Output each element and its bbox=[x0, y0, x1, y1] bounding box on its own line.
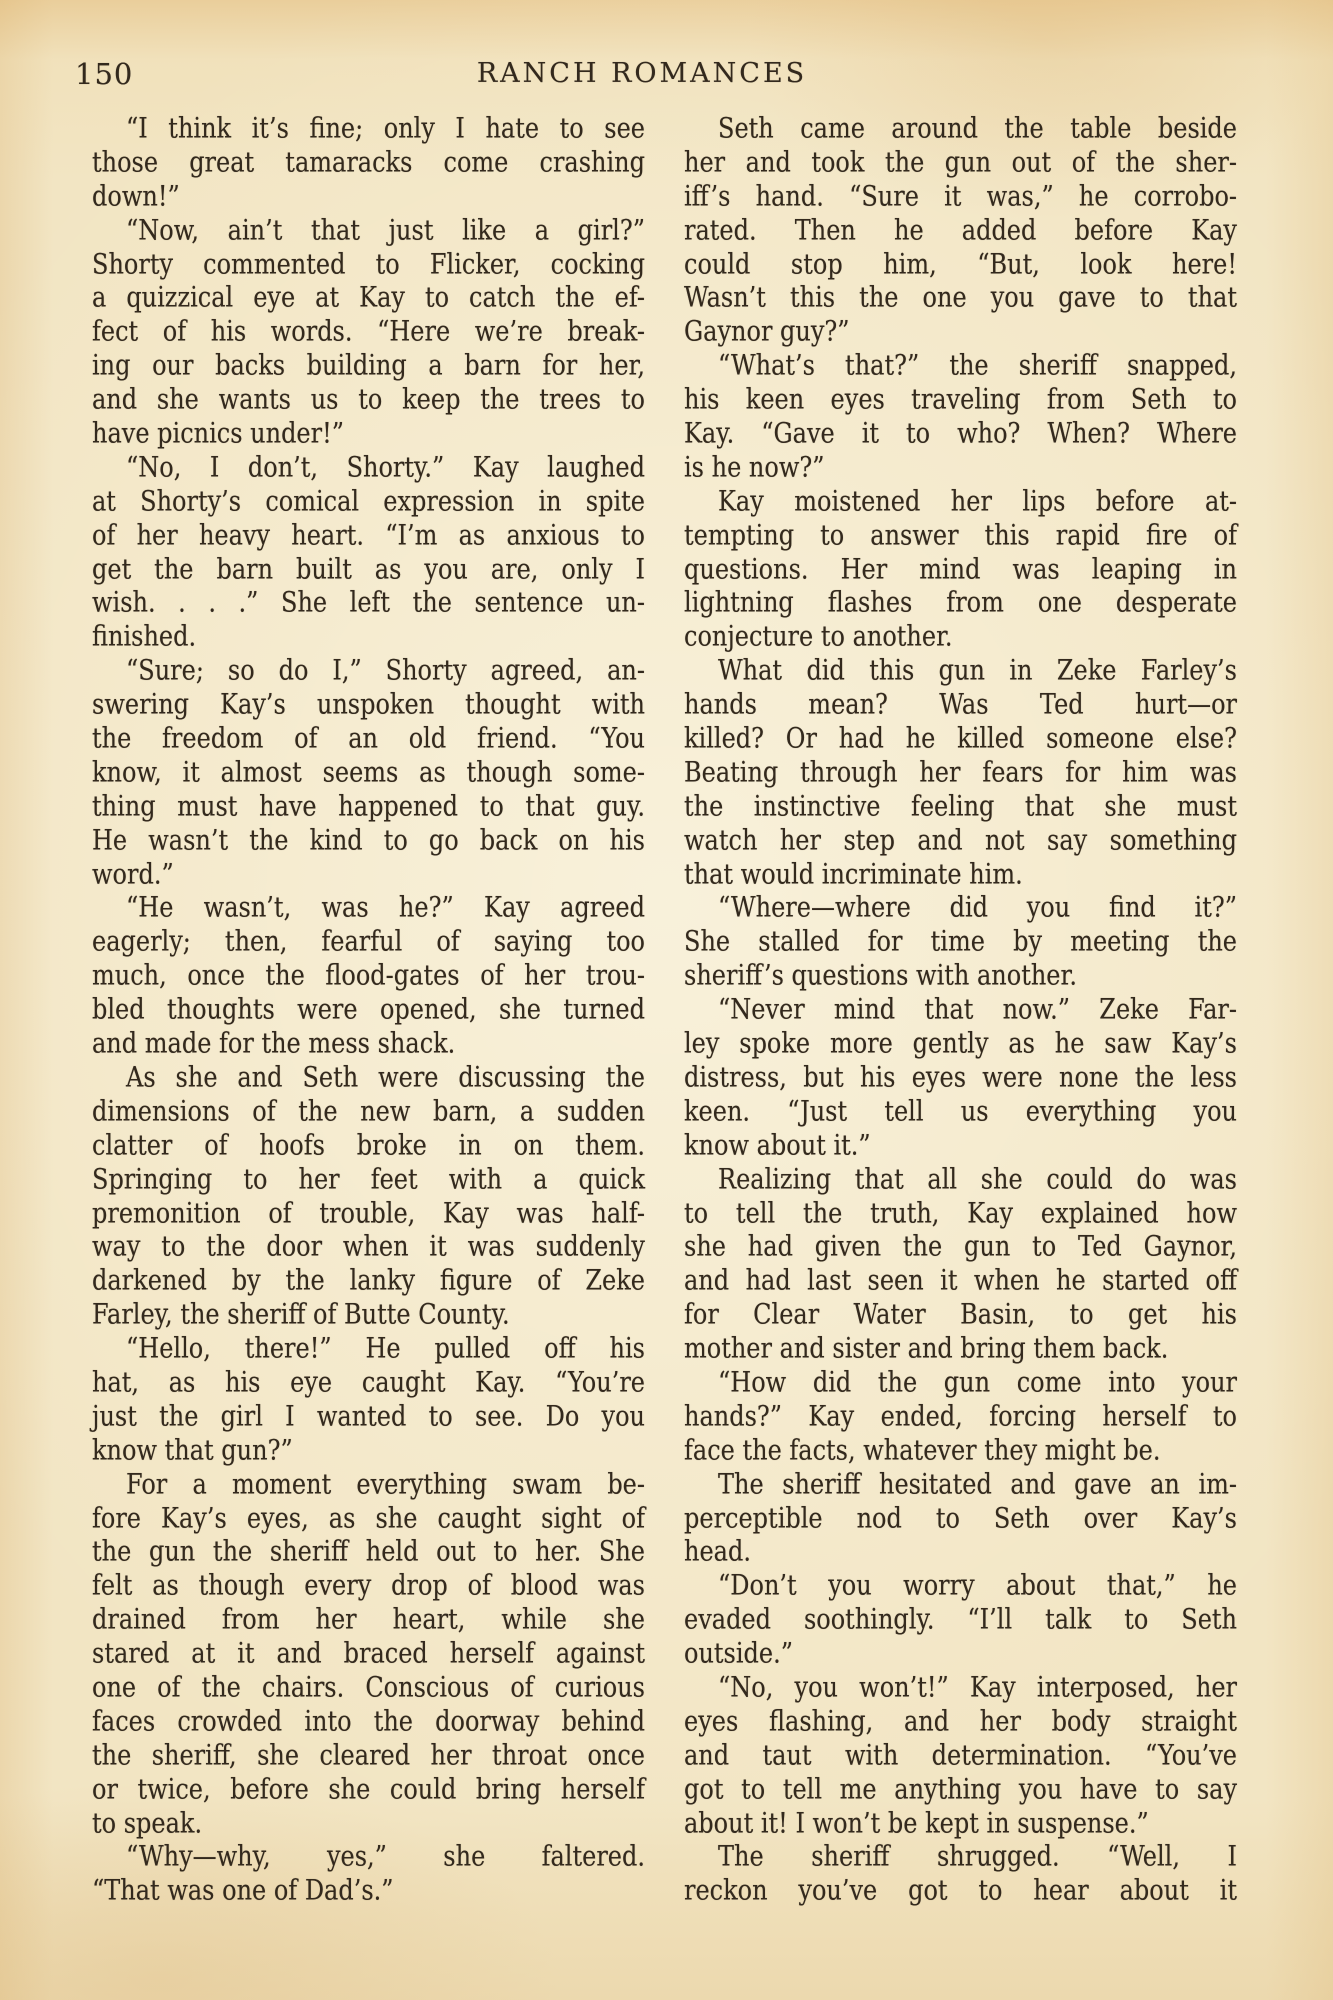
text-line: perceptible nod to Seth over Kay’s bbox=[684, 1501, 1237, 1535]
text-line: “Never mind that now.” Zeke Far- bbox=[718, 992, 1237, 1026]
text-line: As she and Seth were discussing the bbox=[126, 1060, 645, 1094]
text-line: down!” bbox=[92, 179, 180, 213]
text-line: “How did the gun come into your bbox=[718, 1365, 1237, 1399]
text-line: Gaynor guy?” bbox=[684, 315, 850, 349]
text-line: much, once the flood-gates of her trou- bbox=[92, 958, 645, 993]
text-line: get the barn built as you are, only I bbox=[92, 552, 645, 586]
text-line: know, it almost seems as though some- bbox=[92, 755, 645, 789]
text-line: to speak. bbox=[92, 1806, 203, 1840]
text-line: know that gun?” bbox=[92, 1433, 293, 1467]
text-line: watch her step and not say something bbox=[684, 823, 1237, 857]
text-line: Wasn’t this the one you gave to that bbox=[684, 281, 1237, 315]
text-line: bled thoughts were opened, she turned bbox=[92, 992, 645, 1026]
text-line: sheriff’s questions with another. bbox=[684, 958, 1077, 993]
text-line: Seth came around the table beside bbox=[718, 111, 1237, 145]
text-line: ley spoke more gently as he saw Kay’s bbox=[684, 1026, 1237, 1060]
left-text-column bbox=[92, 113, 645, 1909]
text-line: thing must have happened to that guy. bbox=[92, 789, 645, 823]
text-line: He wasn’t the kind to go back on his bbox=[92, 823, 645, 857]
text-line: She stalled for time by meeting the bbox=[684, 925, 1237, 959]
text-line: lightning flashes from one desperate bbox=[684, 586, 1237, 620]
text-line: tempting to answer this rapid fire of bbox=[684, 518, 1237, 552]
text-line: his keen eyes traveling from Seth to bbox=[684, 382, 1237, 416]
text-line: or twice, before she could bring herself bbox=[92, 1772, 645, 1806]
text-line: about it! I won’t be kept in suspense.” bbox=[684, 1806, 1149, 1840]
text-line: outside.” bbox=[684, 1636, 794, 1670]
text-line: evaded soothingly. “I’ll talk to Seth bbox=[684, 1602, 1237, 1636]
text-line: just the girl I wanted to see. Do you bbox=[92, 1399, 645, 1433]
text-line: at Shorty’s comical expression in spite bbox=[92, 484, 645, 518]
text-line: faces crowded into the doorway behind bbox=[92, 1704, 645, 1738]
text-line: of her heavy heart. “I’m as anxious to bbox=[92, 518, 645, 552]
text-line: the sheriff, she cleared her throat once bbox=[92, 1738, 645, 1772]
text-line: Springing to her feet with a quick bbox=[92, 1162, 645, 1196]
text-line: finished. bbox=[92, 620, 197, 654]
text-line: that would incriminate him. bbox=[684, 857, 1023, 891]
text-line: and made for the mess shack. bbox=[92, 1026, 456, 1060]
text-line: word.” bbox=[92, 857, 174, 891]
text-line: have picnics under!” bbox=[92, 416, 345, 450]
text-line: iff’s hand. “Sure it was,” he corrobo- bbox=[684, 179, 1237, 213]
text-line: conjecture to another. bbox=[684, 620, 953, 654]
text-line: those great tamaracks come crashing bbox=[92, 145, 645, 179]
text-line: rated. Then he added before Kay bbox=[684, 213, 1237, 247]
text-line: The sheriff shrugged. “Well, I bbox=[718, 1840, 1237, 1874]
text-line: “Where—where did you find it?” bbox=[718, 891, 1237, 925]
text-line: to tell the truth, Kay explained how bbox=[684, 1196, 1237, 1230]
text-line: Shorty commented to Flicker, cocking bbox=[92, 247, 645, 281]
text-line: darkened by the lanky figure of Zeke bbox=[92, 1263, 645, 1298]
text-line: wish. . . .” She left the sentence un- bbox=[92, 586, 645, 620]
text-line: “He wasn’t, was he?” Kay agreed bbox=[126, 891, 645, 925]
text-line: the instinctive feeling that she must bbox=[684, 789, 1237, 823]
text-line: hat, as his eye caught Kay. “You’re bbox=[92, 1365, 645, 1399]
text-line: “No, I don’t, Shorty.” Kay laughed bbox=[126, 450, 645, 484]
text-line: way to the door when it was suddenly bbox=[92, 1230, 645, 1264]
text-line: hands?” Kay ended, forcing herself to bbox=[684, 1399, 1237, 1433]
text-line: know about it.” bbox=[684, 1128, 871, 1162]
right-text-column bbox=[684, 113, 1237, 1909]
text-line: ing our backs building a barn for her, bbox=[92, 348, 645, 382]
text-line: face the facts, whatever they might be. bbox=[684, 1433, 1161, 1467]
running-head-title: RANCH ROMANCES bbox=[476, 58, 808, 89]
text-line: “No, you won’t!” Kay interposed, her bbox=[718, 1670, 1237, 1704]
text-line: and had last seen it when he started off bbox=[684, 1263, 1237, 1298]
text-line: and taut with determination. “You’ve bbox=[684, 1738, 1237, 1772]
text-line: reckon you’ve got to hear about it bbox=[684, 1874, 1237, 1908]
text-line: “Now, ain’t that just like a girl?” bbox=[126, 213, 645, 247]
text-line: the gun the sheriff held out to her. She bbox=[92, 1535, 645, 1569]
text-line: could stop him, “But, look here! bbox=[684, 247, 1237, 281]
text-line: fore Kay’s eyes, as she caught sight of bbox=[92, 1501, 645, 1535]
text-line: Beating through her fears for him was bbox=[684, 755, 1237, 789]
text-line: for Clear Water Basin, to get his bbox=[684, 1297, 1237, 1331]
text-line: Kay moistened her lips before at- bbox=[718, 484, 1237, 518]
text-line: “Sure; so do I,” Shorty agreed, an- bbox=[126, 653, 645, 687]
text-line: What did this gun in Zeke Farley’s bbox=[718, 653, 1237, 687]
text-line: she had given the gun to Ted Gaynor, bbox=[684, 1230, 1237, 1264]
page-number: 150 bbox=[75, 57, 134, 91]
text-line: Realizing that all she could do was bbox=[718, 1162, 1237, 1196]
text-line: felt as though every drop of blood was bbox=[92, 1568, 645, 1603]
text-line: clatter of hoofs broke in on them. bbox=[92, 1128, 645, 1162]
text-line: swering Kay’s unspoken thought with bbox=[92, 687, 645, 721]
text-line: mother and sister and bring them back. bbox=[684, 1331, 1169, 1365]
text-line: distress, but his eyes were none the less bbox=[684, 1060, 1237, 1094]
text-line: got to tell me anything you have to say bbox=[684, 1772, 1237, 1806]
text-line: eyes flashing, and her body straight bbox=[684, 1704, 1237, 1738]
text-line: her and took the gun out of the sher- bbox=[684, 145, 1237, 179]
text-line: dimensions of the new barn, a sudden bbox=[92, 1094, 645, 1128]
text-line: questions. Her mind was leaping in bbox=[684, 552, 1237, 586]
text-line: the freedom of an old friend. “You bbox=[92, 721, 645, 755]
text-line: fect of his words. “Here we’re break- bbox=[92, 315, 645, 349]
text-line: keen. “Just tell us everything you bbox=[684, 1094, 1237, 1128]
text-line: and she wants us to keep the trees to bbox=[92, 382, 645, 416]
text-line: drained from her heart, while she bbox=[92, 1602, 645, 1636]
text-line: “I think it’s fine; only I hate to see bbox=[126, 111, 645, 145]
text-line: Kay. “Gave it to who? When? Where bbox=[684, 416, 1237, 450]
text-line: “Hello, there!” He pulled off his bbox=[126, 1331, 645, 1365]
text-line: “That was one of Dad’s.” bbox=[92, 1874, 394, 1908]
text-line: premonition of trouble, Kay was half- bbox=[92, 1196, 645, 1230]
text-line: is he now?” bbox=[684, 450, 825, 484]
text-line: head. bbox=[684, 1535, 751, 1569]
text-line: one of the chairs. Conscious of curious bbox=[92, 1670, 645, 1704]
text-line: eagerly; then, fearful of saying too bbox=[92, 925, 645, 959]
text-line: a quizzical eye at Kay to catch the ef- bbox=[92, 281, 645, 315]
text-line: “Why—why, yes,” she faltered. bbox=[126, 1840, 645, 1874]
text-line: “Don’t you worry about that,” he bbox=[718, 1568, 1237, 1603]
text-line: killed? Or had he killed someone else? bbox=[684, 721, 1237, 755]
text-line: hands mean? Was Ted hurt—or bbox=[684, 687, 1237, 721]
text-line: “What’s that?” the sheriff snapped, bbox=[718, 348, 1237, 382]
text-line: stared at it and braced herself against bbox=[92, 1636, 645, 1670]
text-line: Farley, the sheriff of Butte County. bbox=[92, 1297, 510, 1331]
text-line: The sheriff hesitated and gave an im- bbox=[718, 1467, 1237, 1501]
text-line: For a moment everything swam be- bbox=[126, 1467, 645, 1501]
